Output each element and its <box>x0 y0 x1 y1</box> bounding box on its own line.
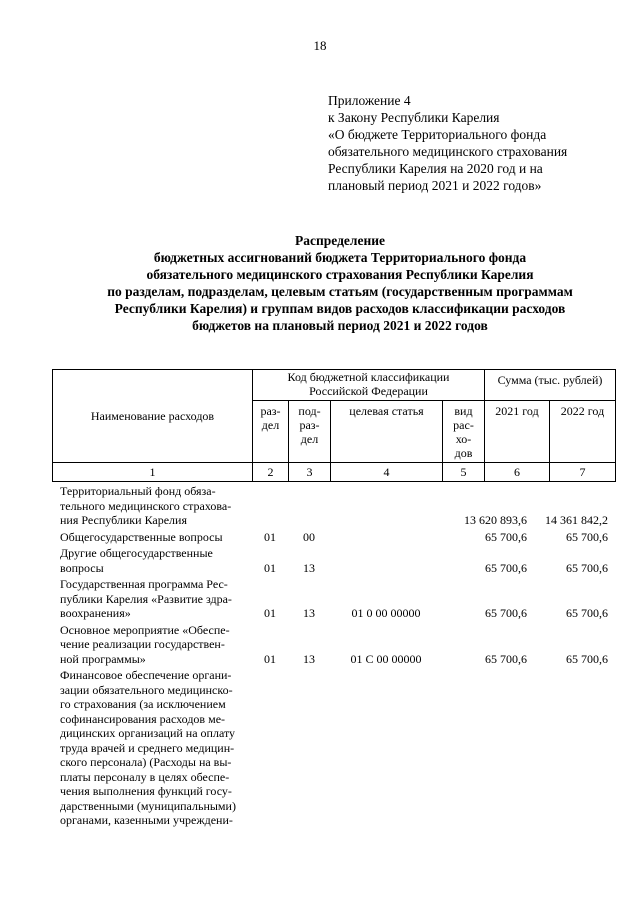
header-podrazdel-line: дел <box>300 432 319 446</box>
row-sum-2022: 65 700,6 <box>566 606 608 620</box>
heading-line: бюджетных ассигнований бюджета Территориального фонда <box>153 250 527 265</box>
column-number: 6 <box>485 463 550 482</box>
row-podrazdel: 13 <box>303 606 315 620</box>
appendix-reference <box>328 92 628 194</box>
appendix-line: плановый период 2021 и 2022 годов» <box>328 178 542 193</box>
row-podrazdel: 00 <box>303 529 315 544</box>
table-row <box>52 623 615 667</box>
table-row <box>52 668 615 828</box>
row-razdel: 01 <box>264 560 276 575</box>
row-name-line: Финансовое обеспечение органи- <box>60 668 232 682</box>
row-name-line: ния Республики Карелия <box>60 513 187 527</box>
row-name-line: воохранения» <box>60 606 131 620</box>
header-code-group-line: Код бюджетной классификации <box>287 370 450 384</box>
row-name-line: Территориальный фонд обяза- <box>60 484 216 498</box>
appendix-line: к Закону Республики Карелия <box>328 110 500 125</box>
row-name-line: чение реализации государствен- <box>60 637 225 651</box>
row-name-line: зации обязательного медицинско- <box>60 682 233 697</box>
header-vid-line: рас- <box>453 418 474 432</box>
row-sum-2021: 13 620 893,6 <box>464 513 527 527</box>
header-vid-line: вид <box>454 404 473 418</box>
appendix-line: обязательного медицинского страхования <box>328 144 568 159</box>
row-name-line: публики Карелия «Развитие здра- <box>60 591 232 606</box>
row-name-line: дицинских организаций на оплату <box>60 726 236 740</box>
row-target-article: 01 0 00 00000 <box>351 606 421 620</box>
row-name-line: ского персонала) (Расходы на вы- <box>60 755 232 769</box>
header-vid-line: хо- <box>455 432 472 446</box>
row-sum-2022: 65 700,6 <box>566 651 608 666</box>
table-row <box>52 546 615 575</box>
header-year-2022: 2022 год <box>550 401 616 463</box>
header-code-group-line: Российской Федерации <box>309 384 428 398</box>
header-code-group <box>253 370 485 401</box>
row-name-line: органами, казенными учреждени- <box>60 813 233 827</box>
header-razdel <box>253 401 289 463</box>
heading-line: Республики Карелия) и группам видов расходов классификации расходов <box>114 301 566 316</box>
row-name-line: чения выполнения функций госу- <box>60 784 232 798</box>
row-sum-2021: 65 700,6 <box>485 606 527 620</box>
row-name-line: софинансирования расходов ме- <box>60 711 226 726</box>
row-name <box>52 623 252 667</box>
heading-line: бюджетов на плановый период 2021 и 2022 годов <box>192 318 488 333</box>
table-row <box>52 577 615 621</box>
heading-line: обязательного медицинского страхования Республики Карелия <box>146 267 534 282</box>
row-name-line: дарственными (муниципальными) <box>60 798 236 813</box>
row-podrazdel: 13 <box>303 651 315 666</box>
row-name-line: платы персоналу в целях обеспе- <box>60 769 230 784</box>
appendix-line: «О бюджете Территориального фонда <box>328 127 547 142</box>
row-name-line: Общегосударственные вопросы <box>60 529 223 544</box>
budget-table-header <box>52 369 616 482</box>
appendix-line: Республики Карелия на 2020 год и на <box>328 161 543 176</box>
table-row <box>52 484 615 528</box>
header-razdel-line: раз- <box>260 404 281 418</box>
budget-table-body <box>52 484 615 830</box>
row-name-line: тельного медицинского страхова- <box>60 498 232 513</box>
page-number: 18 <box>313 38 327 53</box>
header-podrazdel <box>289 401 331 463</box>
header-name: Наименование расходов <box>53 370 253 463</box>
row-podrazdel: 13 <box>303 560 315 575</box>
row-name <box>52 546 252 575</box>
row-sum-2022: 65 700,6 <box>566 560 608 575</box>
header-razdel-line: дел <box>261 418 280 432</box>
document-heading <box>40 232 640 334</box>
heading-line: Распределение <box>294 233 386 248</box>
column-number: 4 <box>331 463 443 482</box>
header-vid <box>443 401 485 463</box>
table-row <box>52 530 615 545</box>
row-name <box>52 668 252 828</box>
row-sum-2022: 14 361 842,2 <box>545 513 608 527</box>
row-name-line: го страхования (за исключением <box>60 697 226 711</box>
row-name-line: Другие общегосударственные <box>60 546 213 560</box>
column-number: 5 <box>443 463 485 482</box>
appendix-line: Приложение 4 <box>328 93 411 108</box>
row-razdel: 01 <box>264 651 276 666</box>
heading-line: по разделам, подразделам, целевым статьям (государственным программам <box>107 284 573 299</box>
row-sum-2021: 65 700,6 <box>485 529 527 544</box>
header-target: целевая статья <box>331 401 443 463</box>
row-razdel: 01 <box>264 606 276 620</box>
row-razdel: 01 <box>264 529 276 544</box>
header-year-2021: 2021 год <box>485 401 550 463</box>
header-sum-group: Сумма (тыс. рублей) <box>485 370 616 401</box>
row-sum-2021: 65 700,6 <box>485 651 527 666</box>
header-podrazdel-line: под- <box>298 404 321 418</box>
row-name-line: ной программы» <box>60 651 146 666</box>
row-name <box>52 530 252 545</box>
column-number: 3 <box>289 463 331 482</box>
row-name-line: труда врачей и среднего медицин- <box>60 740 235 755</box>
row-name <box>52 577 252 621</box>
row-target-article: 01 С 00 00000 <box>350 651 422 666</box>
header-vid-line: дов <box>454 446 473 460</box>
column-number: 2 <box>253 463 289 482</box>
row-sum-2022: 65 700,6 <box>566 529 608 544</box>
row-name-line: вопросы <box>60 560 104 575</box>
row-name-line: Государственная программа Рес- <box>60 577 228 591</box>
row-sum-2021: 65 700,6 <box>485 560 527 575</box>
row-name <box>52 484 252 528</box>
column-number: 7 <box>550 463 616 482</box>
row-name-line: Основное мероприятие «Обеспе- <box>60 622 230 637</box>
header-podrazdel-line: раз- <box>299 418 320 432</box>
column-number: 1 <box>53 463 253 482</box>
